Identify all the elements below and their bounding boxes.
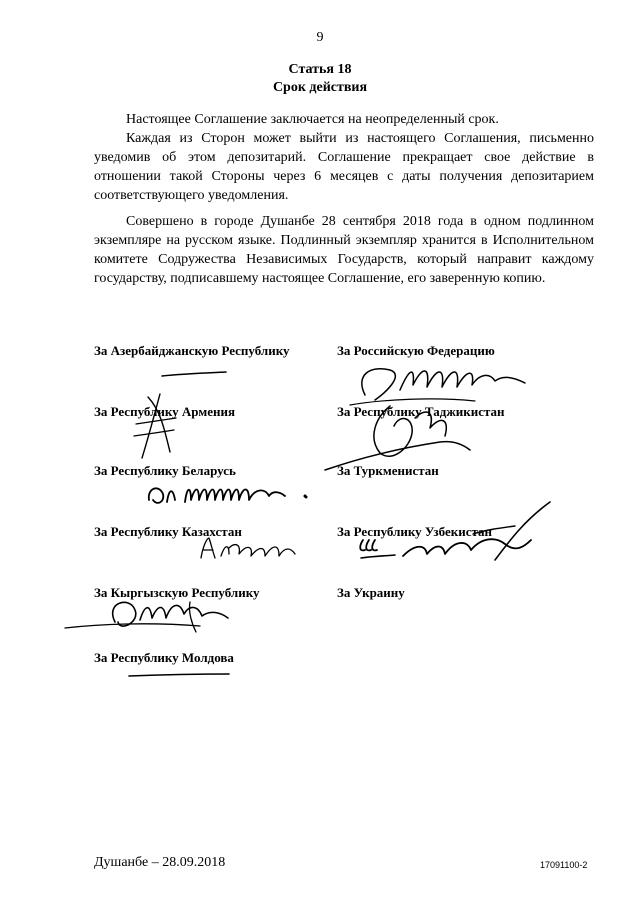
- signature-moldova: [125, 666, 235, 682]
- signatory-belarus: За Республику Беларусь: [94, 463, 236, 478]
- signatory-kyrgyzstan: За Кыргызскую Республику: [94, 585, 260, 600]
- signatory-kazakhstan: За Республику Казахстан: [94, 524, 242, 539]
- paragraph-done-at: Совершено в городе Душанбе 28 сентября 2018 года в одном подлинном экземпляре на русском языке. Подлинный экземпляр хранится в Исполнительном комитете Содружества Независимых Государств, который направит каждому государству, подписавшему настоящее Соглашение, его заверенную копию.: [94, 214, 594, 286]
- signature-azerbaijan: [160, 362, 230, 382]
- signature-kyrgyzstan: [60, 592, 240, 642]
- paragraph-term: Настоящее Соглашение заключается на неопределенный срок.: [126, 112, 499, 127]
- signatory-moldova: За Республику Молдова: [94, 650, 234, 665]
- page-number: 9: [316, 30, 324, 45]
- signatory-turkmenistan: За Туркменистан: [337, 463, 439, 478]
- signatory-ukraine: За Украину: [337, 585, 405, 600]
- paragraph-withdrawal: Каждая из Сторон может выйти из настоящего Соглашения, письменно уведомив об этом депозитарий. Соглашение прекращает свое действие в отношении такой Стороны через 6 месяцев с даты получения депозитарием соответствующего уведомления.: [94, 131, 594, 203]
- signature-armenia: [130, 392, 180, 462]
- signature-belarus: [145, 478, 325, 513]
- signatory-uzbekistan: За Республику Узбекистан: [337, 524, 492, 539]
- signature-uzbekistan: [355, 500, 555, 575]
- footer-doc-code: 17091100-2: [540, 860, 588, 870]
- article-subtitle: Срок действия: [272, 80, 368, 95]
- signatory-armenia: За Республику Армения: [94, 404, 235, 419]
- signature-tajikistan: [320, 398, 480, 478]
- article-title: Статья 18: [288, 62, 352, 77]
- footer-place-date: Душанбе – 28.09.2018: [94, 855, 226, 870]
- signatory-azerbaijan: За Азербайджанскую Республику: [94, 343, 290, 358]
- signature-kazakhstan: [195, 534, 300, 562]
- signatory-russia: За Российскую Федерацию: [337, 343, 495, 358]
- signatory-tajikistan: За Республику Таджикистан: [337, 404, 505, 419]
